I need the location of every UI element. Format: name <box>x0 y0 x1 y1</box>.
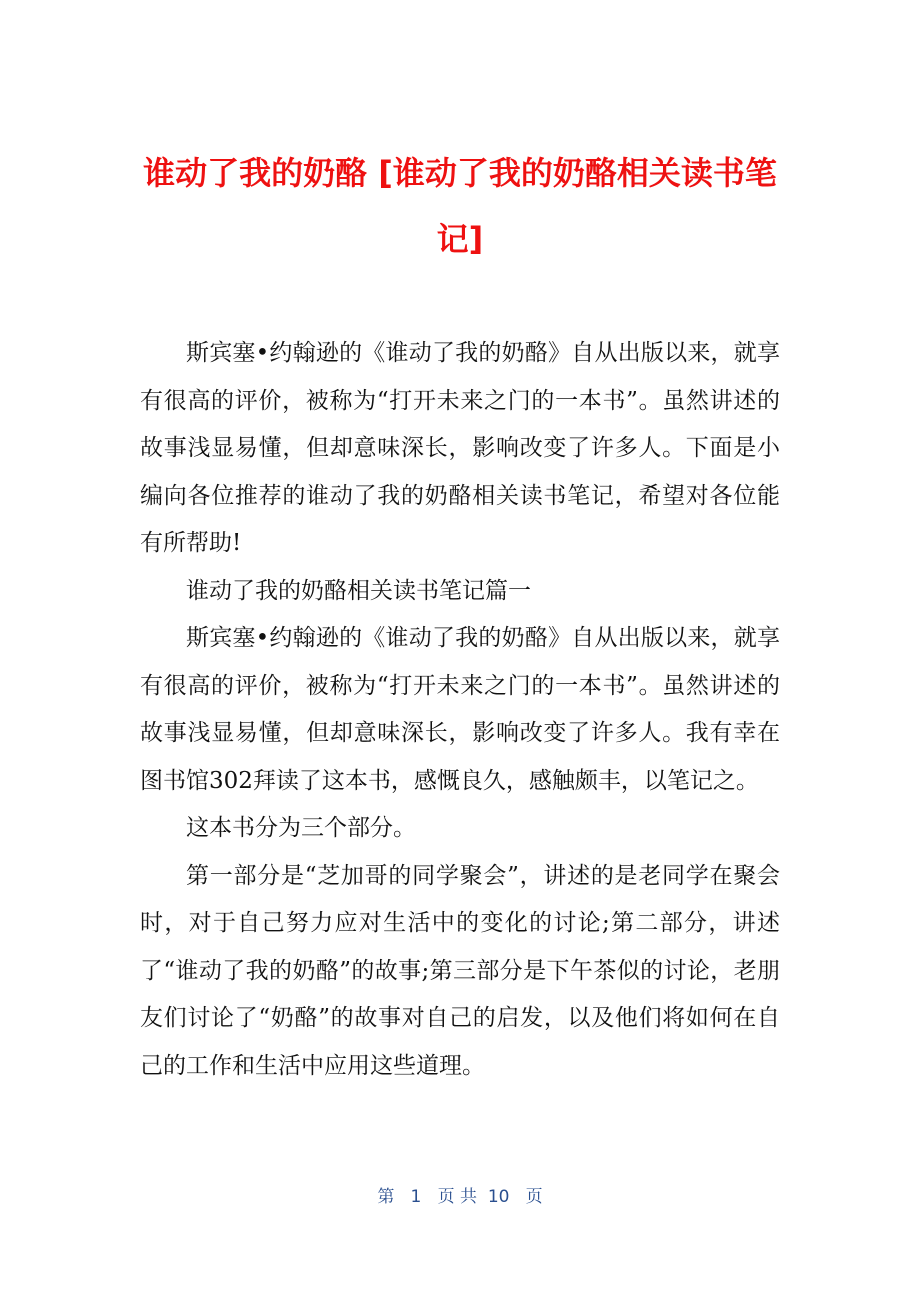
footer-prefix: 第 <box>377 1187 395 1207</box>
footer-total-pages: 10 <box>487 1187 510 1207</box>
footer-middle: 页 共 <box>437 1187 477 1207</box>
paragraph-section-heading: 谁动了我的奶酪相关读书笔记篇一 <box>186 577 531 604</box>
page-footer <box>0 1182 920 1207</box>
document-body <box>140 330 780 1090</box>
paragraph-intro: 斯宾塞•约翰逊的《谁动了我的奶酪》自从出版以来，就享有很高的评价，被称为“打开未来之门的一本书”。虽然讲述的故事浅显易懂，但却意味深长，影响改变了许多人。下面是小编向各位推荐的谁动了我的奶酪相关读书笔记，希望对各位能有所帮助! <box>140 340 780 556</box>
paragraph-parts: 第一部分是“芝加哥的同学聚会”，讲述的是老同学在聚会时，对于自己努力应对生活中的变化的讨论;第二部分，讲述了“谁动了我的奶酪”的故事;第三部分是下午茶似的讨论，老朋友们讨论了“奶酪”的故事对自己的启发，以及他们将如何在自己的工作和生活中应用这些道理。 <box>140 862 780 1079</box>
paragraph-structure: 这本书分为三个部分。 <box>186 815 416 841</box>
footer-suffix: 页 <box>525 1187 543 1207</box>
document-title: 谁动了我的奶酪 [谁动了我的奶酪相关读书笔记] <box>143 154 777 258</box>
footer-current-page: 1 <box>410 1187 422 1207</box>
paragraph-review-1: 斯宾塞•约翰逊的《谁动了我的奶酪》自从出版以来，就享有很高的评价，被称为“打开未来之门的一本书”。虽然讲述的故事浅显易懂，但却意味深长，影响改变了许多人。我有幸在图书馆302拜读了这本书，感慨良久，感触颇丰，以笔记之。 <box>140 625 780 794</box>
